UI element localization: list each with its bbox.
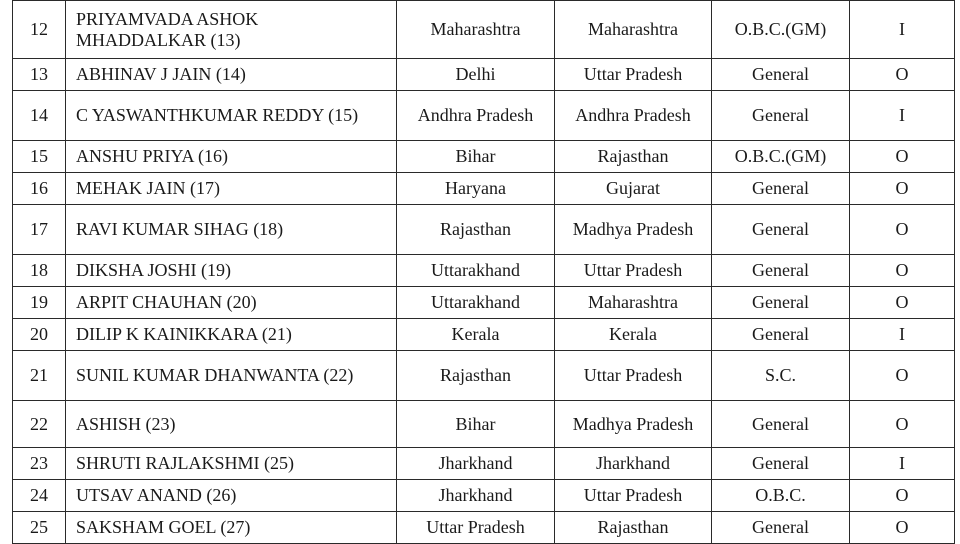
table-row xyxy=(13,205,955,255)
serial-number-cell: 22 xyxy=(13,401,66,448)
allocated-cadre-cell: Maharashtra xyxy=(555,287,712,319)
category-cell: O.B.C.(GM) xyxy=(712,141,850,173)
serial-number-cell: 25 xyxy=(13,512,66,544)
table-row xyxy=(13,59,955,91)
category-cell: General xyxy=(712,401,850,448)
candidate-name-cell: DIKSHA JOSHI (19) xyxy=(66,255,397,287)
serial-number-cell: 19 xyxy=(13,287,66,319)
allocated-cadre-cell: Kerala xyxy=(555,319,712,351)
table-row xyxy=(13,255,955,287)
domicile-state-cell: Jharkhand xyxy=(397,448,555,480)
table-row xyxy=(13,401,955,448)
domicile-state-cell: Jharkhand xyxy=(397,480,555,512)
serial-number-cell: 20 xyxy=(13,319,66,351)
category-cell: S.C. xyxy=(712,351,850,401)
serial-number-cell: 16 xyxy=(13,173,66,205)
allocated-cadre-cell: Madhya Pradesh xyxy=(555,205,712,255)
category-cell: O.B.C.(GM) xyxy=(712,1,850,59)
serial-number-cell: 21 xyxy=(13,351,66,401)
serial-number-cell: 15 xyxy=(13,141,66,173)
domicile-state-cell: Haryana xyxy=(397,173,555,205)
serial-number-cell: 12 xyxy=(13,1,66,59)
category-cell: O.B.C. xyxy=(712,480,850,512)
table-row xyxy=(13,351,955,401)
serial-number-cell: 17 xyxy=(13,205,66,255)
insider-outsider-cell: I xyxy=(850,448,955,480)
category-cell: General xyxy=(712,205,850,255)
insider-outsider-cell: I xyxy=(850,319,955,351)
allocated-cadre-cell: Madhya Pradesh xyxy=(555,401,712,448)
candidate-name-cell: SHRUTI RAJLAKSHMI (25) xyxy=(66,448,397,480)
insider-outsider-cell: O xyxy=(850,512,955,544)
allocated-cadre-cell: Jharkhand xyxy=(555,448,712,480)
category-cell: General xyxy=(712,173,850,205)
candidate-name-cell: RAVI KUMAR SIHAG (18) xyxy=(66,205,397,255)
category-cell: General xyxy=(712,448,850,480)
allocated-cadre-cell: Uttar Pradesh xyxy=(555,351,712,401)
allocated-cadre-cell: Rajasthan xyxy=(555,141,712,173)
domicile-state-cell: Bihar xyxy=(397,401,555,448)
candidate-name-cell: ABHINAV J JAIN (14) xyxy=(66,59,397,91)
candidate-name-cell: MEHAK JAIN (17) xyxy=(66,173,397,205)
candidate-name-cell: SAKSHAM GOEL (27) xyxy=(66,512,397,544)
table-row xyxy=(13,91,955,141)
allocated-cadre-cell: Rajasthan xyxy=(555,512,712,544)
allocated-cadre-cell: Uttar Pradesh xyxy=(555,480,712,512)
domicile-state-cell: Delhi xyxy=(397,59,555,91)
category-cell: General xyxy=(712,255,850,287)
serial-number-cell: 14 xyxy=(13,91,66,141)
domicile-state-cell: Rajasthan xyxy=(397,351,555,401)
candidate-name-cell: ANSHU PRIYA (16) xyxy=(66,141,397,173)
domicile-state-cell: Kerala xyxy=(397,319,555,351)
category-cell: General xyxy=(712,59,850,91)
allocated-cadre-cell: Andhra Pradesh xyxy=(555,91,712,141)
insider-outsider-cell: O xyxy=(850,480,955,512)
table-row xyxy=(13,141,955,173)
table-row xyxy=(13,1,955,59)
table-body xyxy=(13,1,955,544)
insider-outsider-cell: I xyxy=(850,91,955,141)
table-row xyxy=(13,512,955,544)
insider-outsider-cell: O xyxy=(850,173,955,205)
insider-outsider-cell: O xyxy=(850,255,955,287)
allocated-cadre-cell: Uttar Pradesh xyxy=(555,255,712,287)
category-cell: General xyxy=(712,512,850,544)
table-row xyxy=(13,173,955,205)
insider-outsider-cell: O xyxy=(850,401,955,448)
serial-number-cell: 18 xyxy=(13,255,66,287)
allocation-table xyxy=(12,0,955,544)
insider-outsider-cell: O xyxy=(850,287,955,319)
table-row xyxy=(13,448,955,480)
domicile-state-cell: Uttarakhand xyxy=(397,287,555,319)
domicile-state-cell: Rajasthan xyxy=(397,205,555,255)
table-row xyxy=(13,319,955,351)
serial-number-cell: 13 xyxy=(13,59,66,91)
candidate-name-cell: SUNIL KUMAR DHANWANTA (22) xyxy=(66,351,397,401)
domicile-state-cell: Andhra Pradesh xyxy=(397,91,555,141)
candidate-name-cell: DILIP K KAINIKKARA (21) xyxy=(66,319,397,351)
domicile-state-cell: Uttarakhand xyxy=(397,255,555,287)
category-cell: General xyxy=(712,91,850,141)
insider-outsider-cell: O xyxy=(850,59,955,91)
allocated-cadre-cell: Uttar Pradesh xyxy=(555,59,712,91)
serial-number-cell: 24 xyxy=(13,480,66,512)
insider-outsider-cell: O xyxy=(850,141,955,173)
insider-outsider-cell: O xyxy=(850,351,955,401)
insider-outsider-cell: I xyxy=(850,1,955,59)
serial-number-cell: 23 xyxy=(13,448,66,480)
candidate-name-cell: C YASWANTHKUMAR REDDY (15) xyxy=(66,91,397,141)
allocated-cadre-cell: Maharashtra xyxy=(555,1,712,59)
candidate-name-cell: UTSAV ANAND (26) xyxy=(66,480,397,512)
category-cell: General xyxy=(712,287,850,319)
candidate-name-cell: ASHISH (23) xyxy=(66,401,397,448)
table-row xyxy=(13,287,955,319)
domicile-state-cell: Uttar Pradesh xyxy=(397,512,555,544)
category-cell: General xyxy=(712,319,850,351)
domicile-state-cell: Bihar xyxy=(397,141,555,173)
candidate-name-cell: PRIYAMVADA ASHOK MHADDALKAR (13) xyxy=(66,1,397,59)
insider-outsider-cell: O xyxy=(850,205,955,255)
table-row xyxy=(13,480,955,512)
allocated-cadre-cell: Gujarat xyxy=(555,173,712,205)
domicile-state-cell: Maharashtra xyxy=(397,1,555,59)
candidate-name-cell: ARPIT CHAUHAN (20) xyxy=(66,287,397,319)
